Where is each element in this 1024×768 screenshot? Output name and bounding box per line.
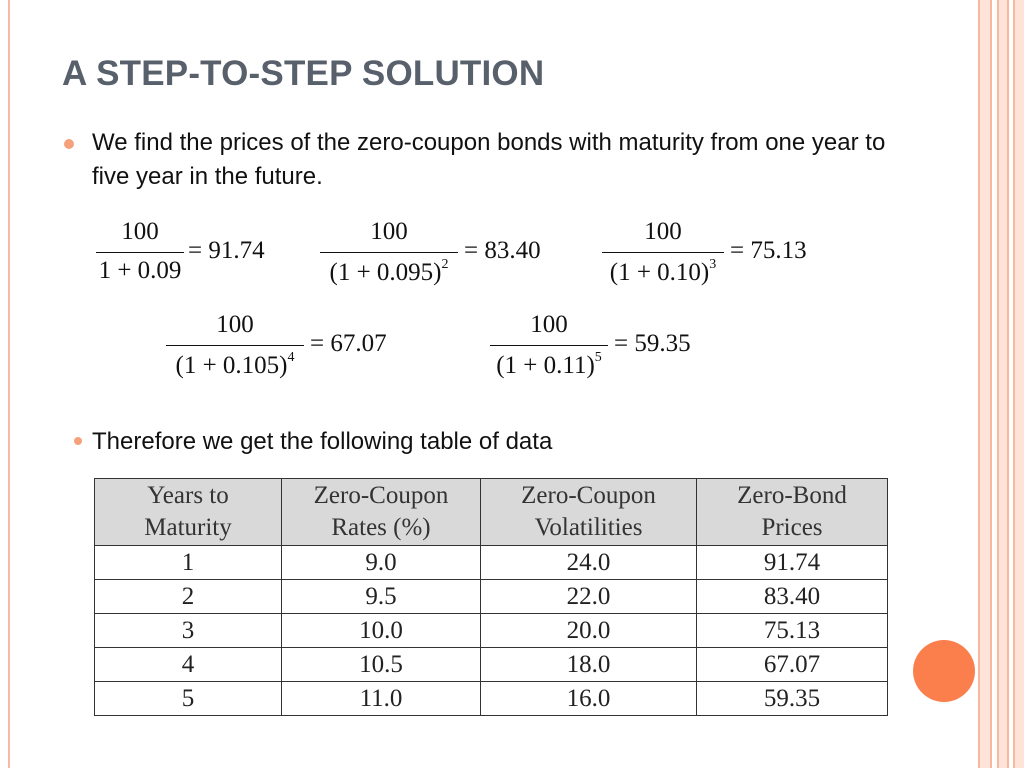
denominator: 1 + 0.09 xyxy=(98,257,182,285)
numerator: 100 xyxy=(370,218,408,245)
table-cell: 4 xyxy=(95,648,282,682)
left-frame-line xyxy=(8,0,10,768)
bullet-text: We find the prices of the zero-coupon bonds with maturity from one year to five year in the future. xyxy=(92,129,886,190)
column-header: Zero-Bond Prices xyxy=(697,479,888,546)
fraction-bar xyxy=(320,252,458,253)
table-cell: 18.0 xyxy=(481,648,697,682)
table-cell: 20.0 xyxy=(481,614,697,648)
table-cell: 10.0 xyxy=(282,614,481,648)
numerator: 100 xyxy=(644,218,682,245)
table-row xyxy=(95,648,888,682)
table-cell: 2 xyxy=(95,580,282,614)
fraction-bar xyxy=(96,252,184,253)
table-cell: 11.0 xyxy=(282,682,481,716)
exponent: 5 xyxy=(594,350,602,366)
equation-result: = 75.13 xyxy=(730,237,807,264)
numerator: 100 xyxy=(530,311,568,338)
column-header: Years to Maturity xyxy=(95,479,282,546)
table-cell: 67.07 xyxy=(697,648,888,682)
table-cell: 59.35 xyxy=(697,682,888,716)
table-cell: 83.40 xyxy=(697,580,888,614)
table-cell: 91.74 xyxy=(697,546,888,580)
fraction-bar xyxy=(602,252,724,253)
table-row xyxy=(95,682,888,716)
bullet-dot-icon xyxy=(74,437,82,445)
equation-result: = 67.07 xyxy=(310,330,387,357)
table-cell: 22.0 xyxy=(481,580,697,614)
table-cell: 9.0 xyxy=(282,546,481,580)
exponent: 2 xyxy=(441,257,449,273)
denominator: $(1 + 0.11)^5$ xyxy=(496,350,602,380)
column-header: Zero-Coupon Volatilities xyxy=(481,479,697,546)
table-cell: 9.5 xyxy=(282,580,481,614)
right-frame-stripe xyxy=(978,0,992,768)
denominator: $(1 + 0.095)^2$ xyxy=(329,257,449,287)
table-row xyxy=(95,614,888,648)
zero-coupon-table xyxy=(94,478,888,716)
equation-result: = 91.74 xyxy=(188,237,265,264)
table-cell: 16.0 xyxy=(481,682,697,716)
table-cell: 5 xyxy=(95,682,282,716)
right-frame-stripe xyxy=(1013,0,1024,768)
denominator: $(1 + 0.105)^4$ xyxy=(175,350,295,380)
table-header-row xyxy=(95,479,888,546)
equation-result: = 83.40 xyxy=(464,237,541,264)
denominator: $(1 + 0.10)^3$ xyxy=(609,257,717,287)
table-row xyxy=(95,546,888,580)
table-cell: 3 xyxy=(95,614,282,648)
decorative-circle xyxy=(913,640,975,702)
bullet-dot-icon xyxy=(64,139,74,149)
table-cell: 10.5 xyxy=(282,648,481,682)
numerator: 100 xyxy=(121,218,159,245)
table-cell: 1 xyxy=(95,546,282,580)
bullet-text: Therefore we get the following table of data xyxy=(92,428,553,455)
equation-result: = 59.35 xyxy=(614,330,691,357)
fraction-bar xyxy=(490,345,608,346)
exponent: 3 xyxy=(709,257,717,273)
right-frame-stripe xyxy=(997,0,1009,768)
numerator: 100 xyxy=(216,311,254,338)
fraction-bar xyxy=(166,345,304,346)
table-row xyxy=(95,580,888,614)
column-header: Zero-Coupon Rates (%) xyxy=(282,479,481,546)
table-cell: 75.13 xyxy=(697,614,888,648)
exponent: 4 xyxy=(287,350,295,366)
table-cell: 24.0 xyxy=(481,546,697,580)
slide-title: A STEP-TO-STEP SOLUTION xyxy=(62,54,545,93)
